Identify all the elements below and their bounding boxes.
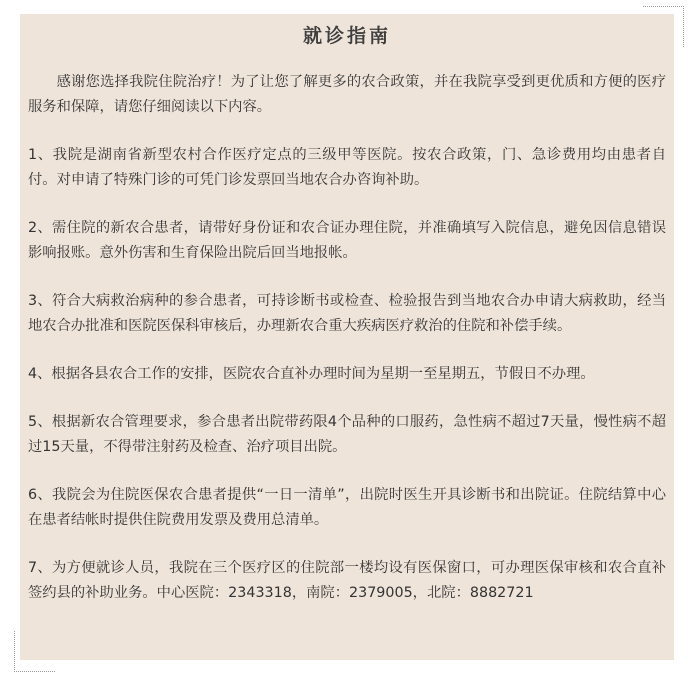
page-title: 就诊指南 bbox=[302, 25, 391, 47]
intro-paragraph: 感谢您选择我院住院治疗！为了让您了解更多的农合政策，并在我院享受到更优质和方便的医疗服务和保障，请您仔细阅读以下内容。 bbox=[28, 74, 666, 115]
guide-item-1: 1、我院是湖南省新型农村合作医疗定点的三级甲等医院。按农合政策，门、急诊费用均由患者自付。对申请了特殊门诊的可凭门诊发票回当地农合办咨询补助。 bbox=[28, 147, 666, 188]
guide-item-5: 5、根据新农合管理要求，参合患者出院带药限4个品种的口服药，急性病不超过7天量，慢性病不超过15天量，不得带注射药及检查、治疗项目出院。 bbox=[28, 414, 666, 455]
guide-panel bbox=[20, 14, 674, 660]
guide-item-7: 7、为方便就诊人员，我院在三个医疗区的住院部一楼均设有医保窗口，可办理医保审核和农合直补签约县的补助业务。中心医院：2343318，南院：2379005，北院：8882721 bbox=[28, 560, 666, 601]
guide-item-4: 4、根据各县农合工作的安排，医院农合直补办理时间为星期一至星期五，节假日不办理。 bbox=[28, 366, 595, 382]
guide-item-3: 3、符合大病救治病种的参合患者，可持诊断书或检查、检验报告到当地农合办申请大病救助，经当地农合办批准和医院医保科审核后，办理新农合重大疾病医疗救治的住院和补偿手续。 bbox=[28, 293, 666, 334]
guide-item-2: 2、需住院的新农合患者，请带好身份证和农合证办理住院，并准确填写入院信息，避免因信息错误影响报账。意外伤害和生育保险出院后回当地报帐。 bbox=[28, 220, 666, 261]
guide-item-6: 6、我院会为住院医保农合患者提供“一日一清单”，出院时医生开具诊断书和出院证。住院结算中心在患者结帐时提供住院费用发票及费用总清单。 bbox=[28, 487, 666, 528]
